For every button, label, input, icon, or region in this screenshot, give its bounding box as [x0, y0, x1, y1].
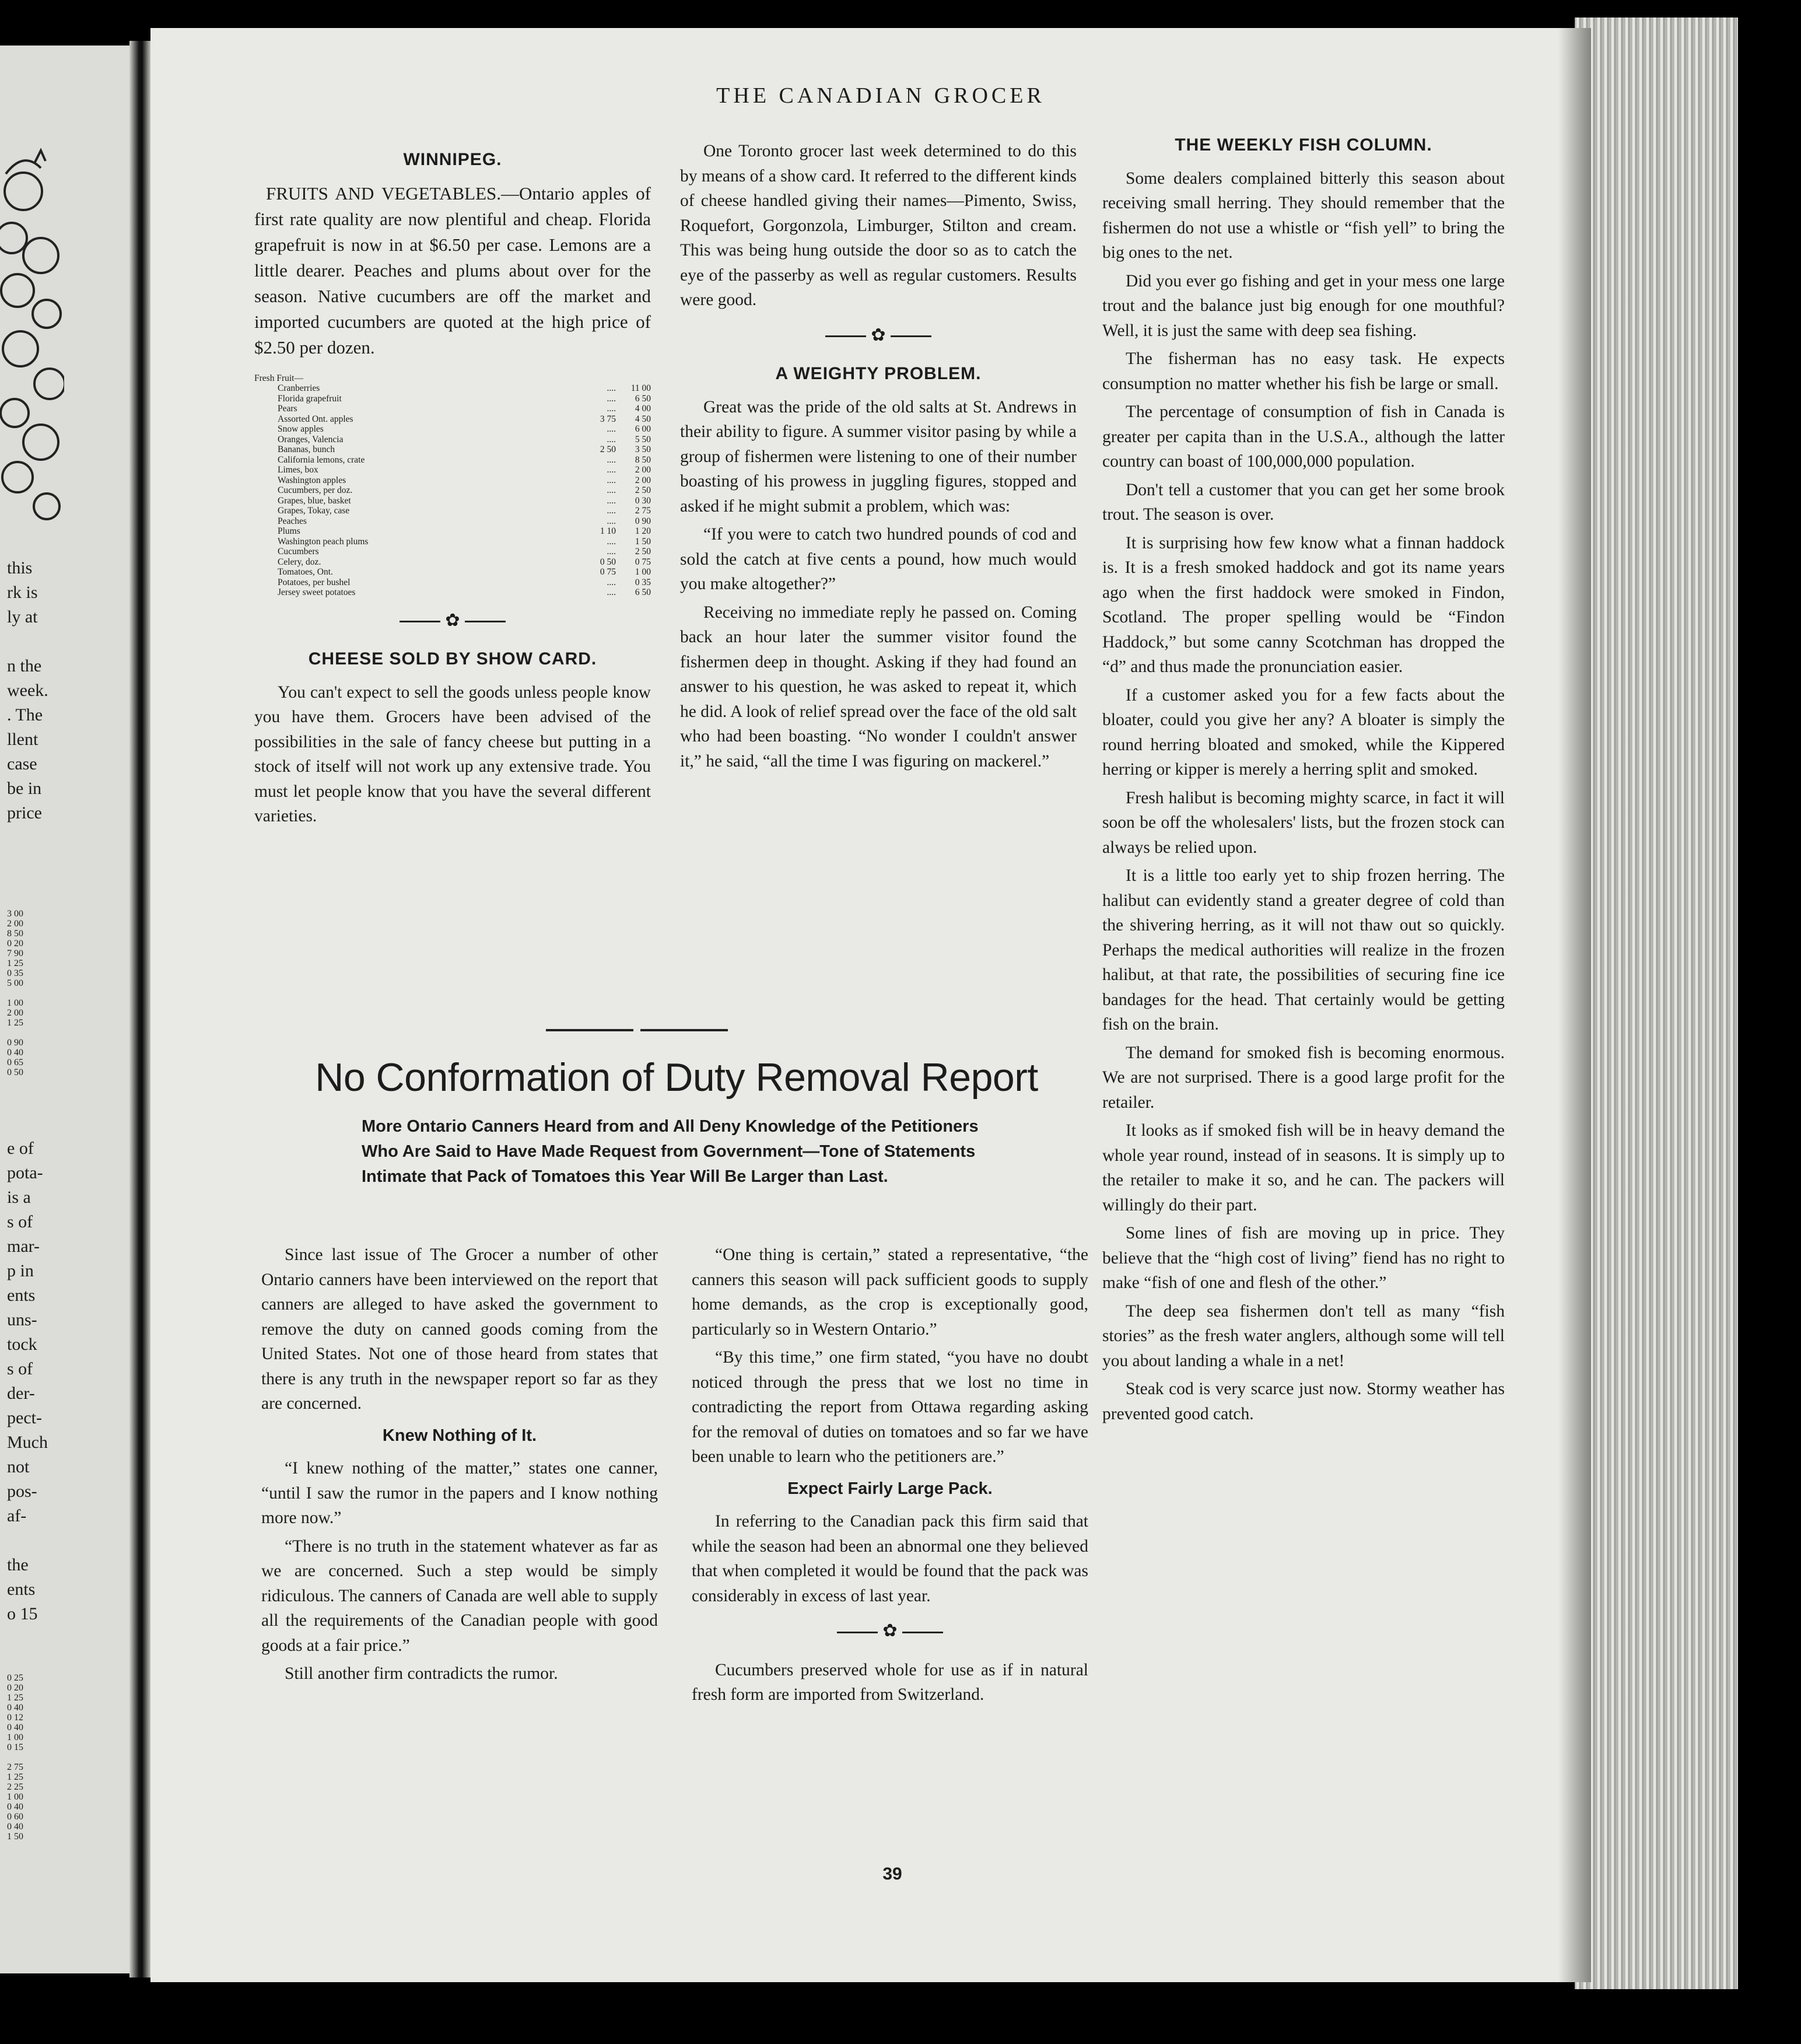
fish-column-heading: THE WEEKLY FISH COLUMN. [1175, 135, 1432, 155]
magazine-page [150, 28, 1591, 1982]
margin-fragment: 1 00 [7, 998, 23, 1008]
column-1 [254, 148, 651, 832]
price-row [254, 567, 651, 578]
price-high: 2 00 [635, 465, 651, 475]
price-item: Florida grapefruit [278, 393, 342, 404]
price-low: 0 50 [600, 556, 616, 567]
price-row [254, 475, 651, 486]
margin-fragment: 0 65 [7, 1058, 23, 1068]
price-low: .... [607, 465, 616, 475]
price-item: Assorted Ont. apples [278, 414, 353, 424]
price-low: .... [607, 485, 616, 495]
page-curl-shadow [1558, 28, 1591, 1982]
margin-fragment: rk is [7, 583, 38, 602]
margin-fragment: 0 20 [7, 1683, 23, 1693]
margin-fragment [7, 1752, 23, 1762]
column-2 [680, 139, 1077, 777]
margin-fragment: not [7, 1457, 30, 1476]
left-page-prices-b [7, 1673, 23, 1842]
price-item: Potatoes, per bushel [278, 577, 351, 587]
article-paragraph-2: “I knew nothing of the matter,” states one canner, “until I saw the rumor in the papers and I know nothing more now.” [261, 1459, 658, 1527]
margin-fragment: this [7, 558, 33, 578]
margin-fragment: der- [7, 1384, 35, 1403]
margin-fragment: . The [7, 705, 43, 724]
margin-fragment: 2 00 [7, 1008, 23, 1018]
price-item: Snow apples [278, 424, 324, 434]
margin-fragment: 0 40 [7, 1048, 23, 1058]
weighty-paragraph-3: Receiving no immediate reply he passed on. Coming back an hour later the summer visitor found the fishermen deep in thought. Asking if they had found an answer to his question, he was asked to repeat it, which he did. A look of relief spread over the face of the old salt who had been boasting. “No wonder I couldn't answer it,” he said, “all the time I was figuring on mackerel.” [680, 603, 1077, 771]
price-low: 0 75 [600, 567, 616, 577]
margin-fragment [7, 1028, 23, 1038]
price-row [254, 383, 651, 394]
fish-column-body [1102, 166, 1505, 1427]
price-high: 2 50 [635, 547, 651, 556]
margin-fragment: 0 60 [7, 1812, 23, 1822]
column-3 [1102, 133, 1505, 1430]
price-low: .... [607, 475, 616, 485]
margin-fragment: 2 25 [7, 1782, 23, 1792]
price-item: Washington peach plums [278, 536, 369, 547]
price-row [254, 506, 651, 516]
price-item: Washington apples [278, 475, 346, 485]
price-low: .... [607, 424, 616, 434]
cheese-paragraph-2: One Toronto grocer last week determined to do this by means of a show card. It referred to the different kinds of cheese handled giving their names—Pimento, Swiss, Roquefort, Gorgonzola, Limburger, Stilton and cream. This was being hung outside the door so as to catch the eye of the passerby as well as regular customers. Results were good. [680, 142, 1077, 309]
price-high: 6 50 [635, 393, 651, 404]
margin-fragment: 0 90 [7, 1038, 23, 1048]
margin-fragment: 0 35 [7, 968, 23, 978]
margin-fragment: llent [7, 730, 38, 749]
price-row [254, 485, 651, 496]
fish-paragraph: Did you ever go fishing and get in your mess one large trout and the balance just big enough for one mouthful? Well, it is just the same with deep sea fishing. [1102, 271, 1505, 340]
cheese-heading: CHEESE SOLD BY SHOW CARD. [308, 649, 597, 668]
margin-fragment: uns- [7, 1310, 37, 1329]
price-item: Jersey sweet potatoes [278, 587, 356, 597]
article-column-1 [261, 1242, 658, 1690]
article-subhead: More Ontario Canners Heard from and All Deny Knowledge of the Petitioners Who Are Said to Have Made Request from Government—Tone of Statements Intimate that Pack of Tomatoes this Year Will Be Larger than Last. [362, 1117, 979, 1186]
margin-fragment: tock [7, 1335, 37, 1354]
section-ornament: ✿ [692, 1619, 1088, 1644]
price-high: 11 00 [630, 383, 651, 393]
price-low: .... [607, 547, 616, 556]
margin-fragment: 0 40 [7, 1822, 23, 1832]
margin-fragment: 1 25 [7, 1693, 23, 1703]
price-item: California lemons, crate [278, 454, 365, 465]
margin-fragment: ly at [7, 607, 38, 626]
fish-paragraph: It is a little too early yet to ship frozen herring. The halibut can evidently stand a greater degree of cold than the shivering herring, as it will not thaw out so quickly. Perhaps the medical authorities will realize in the frozen halibut, at that rate, the possibilities of securing fine ice bandages for the head. That certainly would be getting fish on the brain. [1102, 866, 1505, 1034]
fish-paragraph: The demand for smoked fish is becoming enormous. We are not surprised. There is a good large profit for the retailer. [1102, 1043, 1505, 1112]
margin-fragment: o 15 [7, 1604, 38, 1623]
margin-fragment: the [7, 1555, 29, 1574]
price-high: 4 00 [635, 404, 651, 414]
margin-fragment: price [7, 803, 42, 822]
margin-fragment: mar- [7, 1237, 40, 1256]
article-paragraph-5: “One thing is certain,” stated a representative, “the canners this season will pack sufficient goods to supply home demands, as the crop is exceptionally good, particularly so in Western Ontario.” [692, 1245, 1088, 1339]
expect-pack-subheading: Expect Fairly Large Pack. [787, 1479, 993, 1498]
margin-fragment: s of [7, 1212, 33, 1231]
page-number: 39 [882, 1864, 902, 1884]
margin-fragment: be in [7, 779, 42, 798]
margin-fragment [7, 988, 23, 998]
left-page-edge [0, 46, 139, 1973]
price-high: 2 75 [635, 506, 651, 516]
margin-fragment: 2 75 [7, 1762, 23, 1772]
margin-fragment: 0 12 [7, 1713, 23, 1723]
price-item: Cucumbers [278, 547, 319, 556]
section-ornament: ✿ [680, 323, 1077, 348]
margin-fragment: case [7, 754, 37, 774]
price-high: 1 20 [635, 526, 651, 536]
margin-fragment: Much [7, 1433, 48, 1452]
price-high: 0 35 [635, 577, 651, 587]
margin-fragment: 1 25 [7, 1772, 23, 1782]
price-high: 2 00 [635, 475, 651, 485]
price-row [254, 587, 651, 598]
price-row [254, 394, 651, 404]
price-row [254, 455, 651, 466]
fish-paragraph: It looks as if smoked fish will be in heavy demand the whole year round, instead of in seasons. It is simply up to the retailer to make it so, and he can. The packers will willingly do their part. [1102, 1121, 1505, 1214]
margin-fragment: 1 00 [7, 1732, 23, 1742]
left-page-prices-a [7, 909, 23, 1077]
margin-fragment: pect- [7, 1408, 42, 1427]
margin-fragment: 0 25 [7, 1673, 23, 1683]
left-page-text-fragments-a [7, 556, 48, 825]
price-item: Grapes, blue, basket [278, 495, 351, 506]
price-row [254, 414, 651, 425]
fish-paragraph: Fresh halibut is becoming mighty scarce, in fact it will soon be off the wholesalers' lists, but the frozen stock can always be relied upon. [1102, 788, 1505, 857]
book-gutter [129, 41, 150, 1978]
price-high: 0 90 [635, 516, 651, 526]
fruit-illustration-fragment [0, 139, 64, 547]
price-high: 1 00 [635, 567, 651, 577]
price-low: .... [607, 536, 616, 547]
price-item: Tomatoes, Ont. [278, 567, 333, 577]
price-low: .... [607, 495, 616, 506]
price-row [254, 557, 651, 568]
fish-paragraph: It is surprising how few know what a finnan haddock is. It is a fresh smoked haddock and got its name years ago when the first haddock were smoked in Findon, Scotland. The proper spelling would be “Findon Haddock,” but some canny Scotchman has dropped the “d” and thus made the pronunciation easier. [1102, 533, 1505, 676]
fish-paragraph: The deep sea fishermen don't tell as many “fish stories” as the fresh water anglers, although some will tell you about landing a whale in a net! [1102, 1301, 1505, 1370]
margin-fragment: ents [7, 1580, 36, 1599]
margin-fragment: 1 25 [7, 1018, 23, 1028]
margin-fragment: 8 50 [7, 929, 23, 939]
price-row [254, 578, 651, 588]
cheese-paragraph-1: You can't expect to sell the goods unless people know you have them. Grocers have been advised of the possibilities in the sale of fancy cheese but putting in a stock of itself will not work up any extensive trade. You must let people know that you have the several different varieties. [254, 682, 651, 825]
price-high: 5 50 [635, 434, 651, 444]
margin-fragment: 0 40 [7, 1723, 23, 1732]
price-high: 4 50 [635, 414, 651, 424]
margin-fragment: af- [7, 1506, 27, 1525]
price-item: Plums [278, 526, 300, 536]
fish-paragraph: Some lines of fish are moving up in price. They believe that the “high cost of living” fiend has no right to make “fish of one and flesh of the other.” [1102, 1224, 1505, 1292]
price-low: .... [607, 393, 616, 404]
margin-fragment: 1 00 [7, 1792, 23, 1802]
price-row [254, 404, 651, 414]
left-page-text-fragments-b [7, 1136, 48, 1626]
price-row [254, 465, 651, 475]
fish-paragraph: Steak cod is very scarce just now. Stormy weather has prevented good catch. [1102, 1380, 1505, 1423]
margin-fragment: 5 00 [7, 978, 23, 988]
margin-fragment: p in [7, 1261, 34, 1280]
margin-fragment [7, 1528, 48, 1553]
price-table-header: Fresh Fruit— [254, 373, 303, 383]
price-low: .... [607, 383, 616, 393]
price-row [254, 496, 651, 506]
margin-fragment: 2 00 [7, 919, 23, 929]
margin-fragment: 0 40 [7, 1703, 23, 1713]
margin-fragment [7, 629, 48, 654]
price-low: .... [607, 506, 616, 516]
price-low: .... [607, 587, 616, 597]
article-paragraph-3: “There is no truth in the statement whatever as far as we are concerned. Such a step would be simply ridiculous. The canners of Canada are well able to supply all the requirements of the Canadian people with good goods at a fair price.” [261, 1536, 658, 1655]
price-item: Pears [278, 404, 297, 414]
margin-fragment: e of [7, 1139, 34, 1158]
fish-paragraph: The fisherman has no easy task. He expects consumption no matter whether his fish be large or small. [1102, 349, 1505, 393]
price-row [254, 526, 651, 537]
price-high: 6 00 [635, 424, 651, 434]
price-row [254, 435, 651, 445]
price-high: 0 75 [635, 556, 651, 567]
price-row [254, 547, 651, 557]
margin-fragment: week. [7, 681, 48, 700]
price-low: .... [607, 516, 616, 526]
price-high: 8 50 [635, 454, 651, 465]
price-high: 3 50 [635, 444, 651, 454]
article-paragraph-6: “By this time,” one firm stated, “you have no doubt noticed through the press that we lost no time in contradicting the report from Ottawa regarding asking for the removal of duties on tomatoes and so far we have been unable to learn who the petitioners are.” [692, 1348, 1088, 1466]
article-paragraph-1: Since last issue of The Grocer a number of other Ontario canners have been interviewed on the report that canners are alleged to have asked the government to remove the duty on canned goods coming from the United States. Not one of those heard from states that there is any truth in the newspaper report so far as they are concerned. [261, 1245, 658, 1413]
price-row [254, 537, 651, 547]
price-item: Cucumbers, per doz. [278, 485, 353, 495]
article-column-2 [692, 1242, 1088, 1711]
price-low: .... [607, 434, 616, 444]
margin-fragment: n the [7, 656, 42, 676]
winnipeg-heading: WINNIPEG. [403, 150, 502, 169]
margin-fragment: 7 90 [7, 949, 23, 958]
fish-paragraph: Some dealers complained bitterly this season about receiving small herring. They should remember that the fishermen do not use a whistle or “fish yell” to bring the big ones to the net. [1102, 169, 1505, 262]
margin-fragment: ents [7, 1286, 36, 1305]
price-row [254, 516, 651, 527]
winnipeg-price-table [254, 373, 651, 598]
masthead: THE CANADIAN GROCER [716, 83, 1045, 108]
price-item: Peaches [278, 516, 307, 526]
margin-fragment: 1 25 [7, 958, 23, 968]
price-item: Cranberries [278, 383, 320, 393]
price-high: 1 50 [635, 536, 651, 547]
margin-fragment: 0 40 [7, 1802, 23, 1812]
price-high: 2 50 [635, 485, 651, 495]
section-divider [542, 1024, 799, 1026]
weighty-paragraph-1: Great was the pride of the old salts at St. Andrews in their ability to figure. A summer visitor pasing by while a group of fishermen were listening to one of their number boasting of his prowess in juggling figures, stopped and asked if he might submit a problem, which was: [680, 397, 1077, 516]
article-paragraph-7: In referring to the Canadian pack this firm said that while the season had been an abnormal one they believed that when completed it would be found that the pack was considerably in excess of last year. [692, 1512, 1088, 1605]
price-row [254, 444, 651, 455]
margin-fragment: 1 50 [7, 1832, 23, 1842]
section-ornament: ✿ [254, 608, 651, 634]
price-item: Limes, box [278, 465, 318, 475]
fish-paragraph: Don't tell a customer that you can get her some brook trout. The season is over. [1102, 480, 1505, 524]
article-paragraph-8: Cucumbers preserved whole for use as if in natural fresh form are imported from Switzerland. [692, 1660, 1088, 1704]
weighty-paragraph-2: “If you were to catch two hundred pounds of cod and sold the catch at five cents a pound, how much would you make altogether?” [680, 525, 1077, 593]
margin-fragment: pota- [7, 1163, 43, 1182]
price-item: Oranges, Valencia [278, 434, 344, 444]
margin-fragment: 0 15 [7, 1742, 23, 1752]
price-low: .... [607, 577, 616, 587]
margin-fragment: 0 20 [7, 939, 23, 949]
price-item: Bananas, bunch [278, 444, 335, 454]
winnipeg-intro: FRUITS AND VEGETABLES.—Ontario apples of first rate quality are now plentiful and cheap. Florida grapefruit is now in at $6.50 per case. Lemons are a little dearer. Peaches and plums about over for the season. Native cucumbers are off the market and imported cucumbers are quoted at the high price of $2.50 per dozen. [254, 183, 651, 358]
margin-fragment: is a [7, 1188, 31, 1207]
price-low: .... [607, 404, 616, 414]
price-item: Celery, doz. [278, 556, 321, 567]
margin-fragment: 0 50 [7, 1068, 23, 1077]
fish-paragraph: If a customer asked you for a few facts about the bloater, could you give her any? A bloater is simply the round herring bloated and smoked, while the Kippered herring or kipper is merely a herring split and smoked. [1102, 685, 1505, 779]
knew-nothing-subheading: Knew Nothing of It. [382, 1426, 537, 1445]
price-low: 2 50 [600, 444, 616, 454]
price-high: 0 30 [635, 495, 651, 506]
price-low: .... [607, 454, 616, 465]
article-paragraph-4: Still another firm contradicts the rumor. [285, 1664, 558, 1683]
price-low: 3 75 [600, 414, 616, 424]
margin-fragment: s of [7, 1359, 33, 1378]
price-row [254, 424, 651, 435]
price-item: Grapes, Tokay, case [278, 506, 350, 516]
margin-fragment: pos- [7, 1482, 37, 1501]
page-stack-edge [1575, 18, 1738, 1989]
price-high: 6 50 [635, 587, 651, 597]
margin-fragment: 3 00 [7, 909, 23, 919]
weighty-heading: A WEIGHTY PROBLEM. [775, 364, 982, 383]
article-headline: No Conformation of Duty Removal Report [315, 1055, 1038, 1100]
fish-paragraph: The percentage of consumption of fish in Canada is greater per capita than in the U.S.A., although the latter country can boast of 100,000,000 population. [1102, 402, 1505, 471]
price-low: 1 10 [600, 526, 616, 536]
